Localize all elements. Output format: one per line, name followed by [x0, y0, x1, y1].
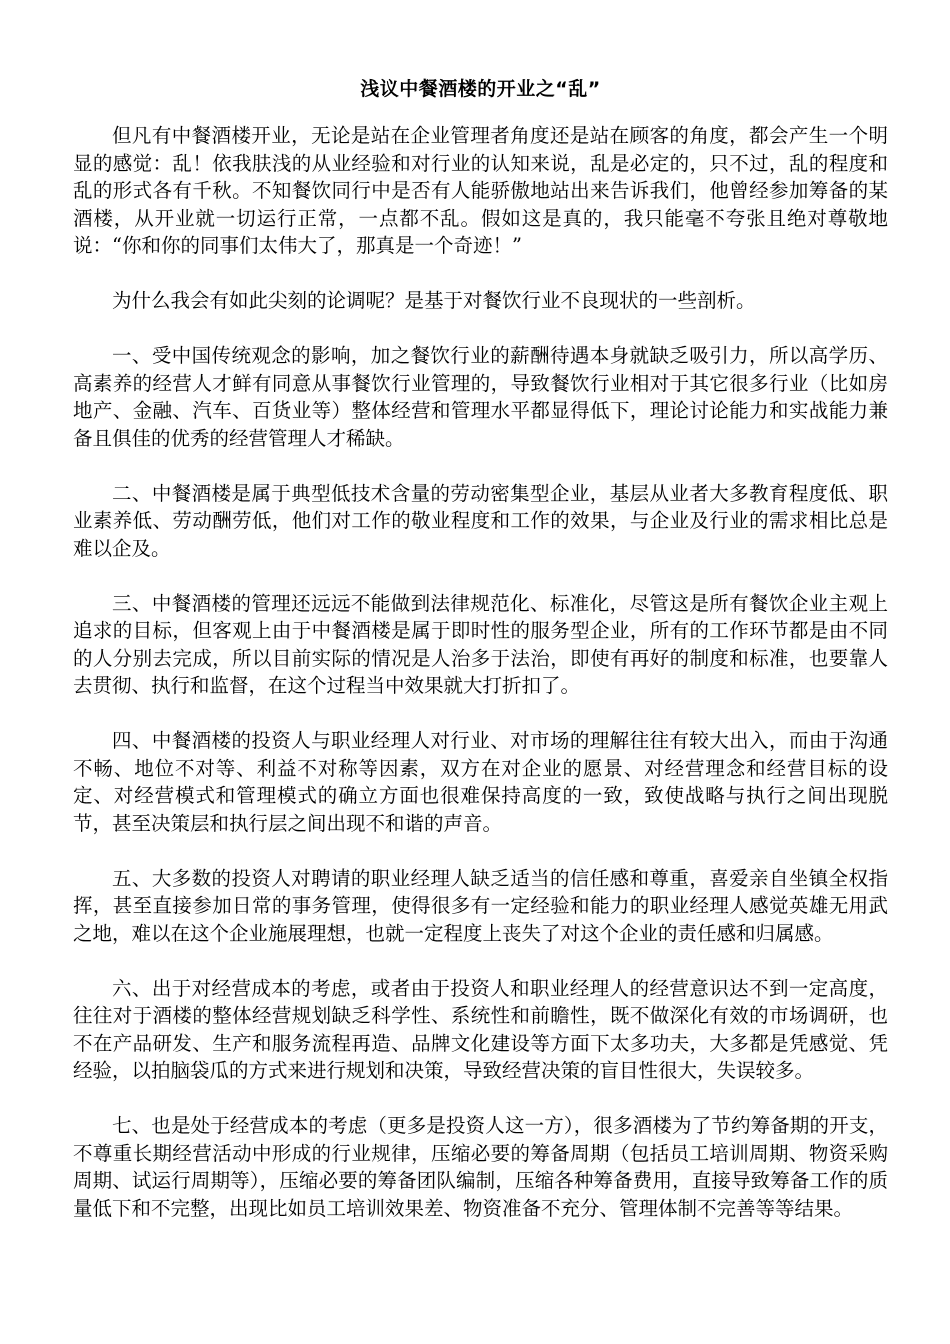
paragraph-point-5: 五、大多数的投资人对聘请的职业经理人缺乏适当的信任感和尊重，喜爱亲自坐镇全权指挥，甚至直接参加日常的事务管理，使得很多有一定经验和能力的职业经理人感觉英雄无用武之地，难以在这个企业施展理想，也就一定程度上丧失了对这个企业的责任感和归属感。 — [73, 866, 888, 945]
paragraph-question: 为什么我会有如此尖刻的论调呢？是基于对餐饮行业不良现状的一些剖析。 — [112, 289, 756, 312]
paragraph-point-4: 四、中餐酒楼的投资人与职业经理人对行业、对市场的理解往往有较大出入，而由于沟通不畅、地位不对等、利益不对称等因素，双方在对企业的愿景、对经营理念和经营目标的设定、对经营模式和管理模式的确立方面也很难保持高度的一致，致使战略与执行之间出现脱节，甚至决策层和执行层之间出现不和谐的声音。 — [73, 729, 888, 835]
paragraph-point-2: 二、中餐酒楼是属于典型低技术含量的劳动密集型企业，基层从业者大多教育程度低、职业素养低、劳动酬劳低，他们对工作的敬业程度和工作的效果，与企业及行业的需求相比总是难以企及。 — [73, 481, 888, 560]
paragraph-point-7: 七、也是处于经营成本的考虑（更多是投资人这一方），很多酒楼为了节约筹备期的开支，不尊重长期经营活动中形成的行业规律，压缩必要的筹备周期（包括员工培训周期、物资采购周期、试运行周期等），压缩必要的筹备团队编制，压缩各种筹备费用，直接导致筹备工作的质量低下和不完整，出现比如员工培训效果差、物资准备不充分、管理体制不完善等等结果。 — [73, 1114, 888, 1220]
paragraph-point-3: 三、中餐酒楼的管理还远远不能做到法律规范化、标准化，尽管这是所有餐饮企业主观上追求的目标，但客观上由于中餐酒楼是属于即时性的服务型企业，所有的工作环节都是由不同的人分别去完成，所以目前实际的情况是人治多于法治，即使有再好的制度和标准，也要靠人去贯彻、执行和监督，在这个过程当中效果就大打折扣了。 — [73, 591, 888, 697]
paragraph-intro: 但凡有中餐酒楼开业，无论是站在企业管理者角度还是站在顾客的角度，都会产生一个明显的感觉：乱！依我肤浅的从业经验和对行业的认知来说，乱是必定的，只不过，乱的程度和乱的形式各有千秋。不知餐饮同行中是否有人能骄傲地站出来告诉我们，他曾经参加筹备的某酒楼，从开业就一切运行正常，一点都不乱。假如这是真的，我只能毫不夸张且绝对尊敬地说：“你和你的同事们太伟大了，那真是一个奇迹！” — [73, 124, 888, 257]
paragraph-point-1: 一、受中国传统观念的影响，加之餐饮行业的薪酬待遇本身就缺乏吸引力，所以高学历、高素养的经营人才鲜有同意从事餐饮行业管理的，导致餐饮行业相对于其它很多行业（比如房地产、金融、汽车、百货业等）整体经营和管理水平都显得低下，理论讨论能力和实战能力兼备且俱佳的优秀的经营管理人才稀缺。 — [73, 344, 888, 450]
paragraph-point-6: 六、出于对经营成本的考虑，或者由于投资人和职业经理人的经营意识达不到一定高度，往往对于酒楼的整体经营规划缺乏科学性、系统性和前瞻性，既不做深化有效的市场调研，也不在产品研发、生产和服务流程再造、品牌文化建设等方面下太多功夫，大多都是凭感觉、凭经验，以拍脑袋瓜的方式来进行规划和决策，导致经营决策的盲目性很大，失误较多。 — [73, 976, 888, 1082]
document-title: 浅议中餐酒楼的开业之“乱” — [360, 78, 601, 100]
document-page — [73, 76, 888, 1250]
